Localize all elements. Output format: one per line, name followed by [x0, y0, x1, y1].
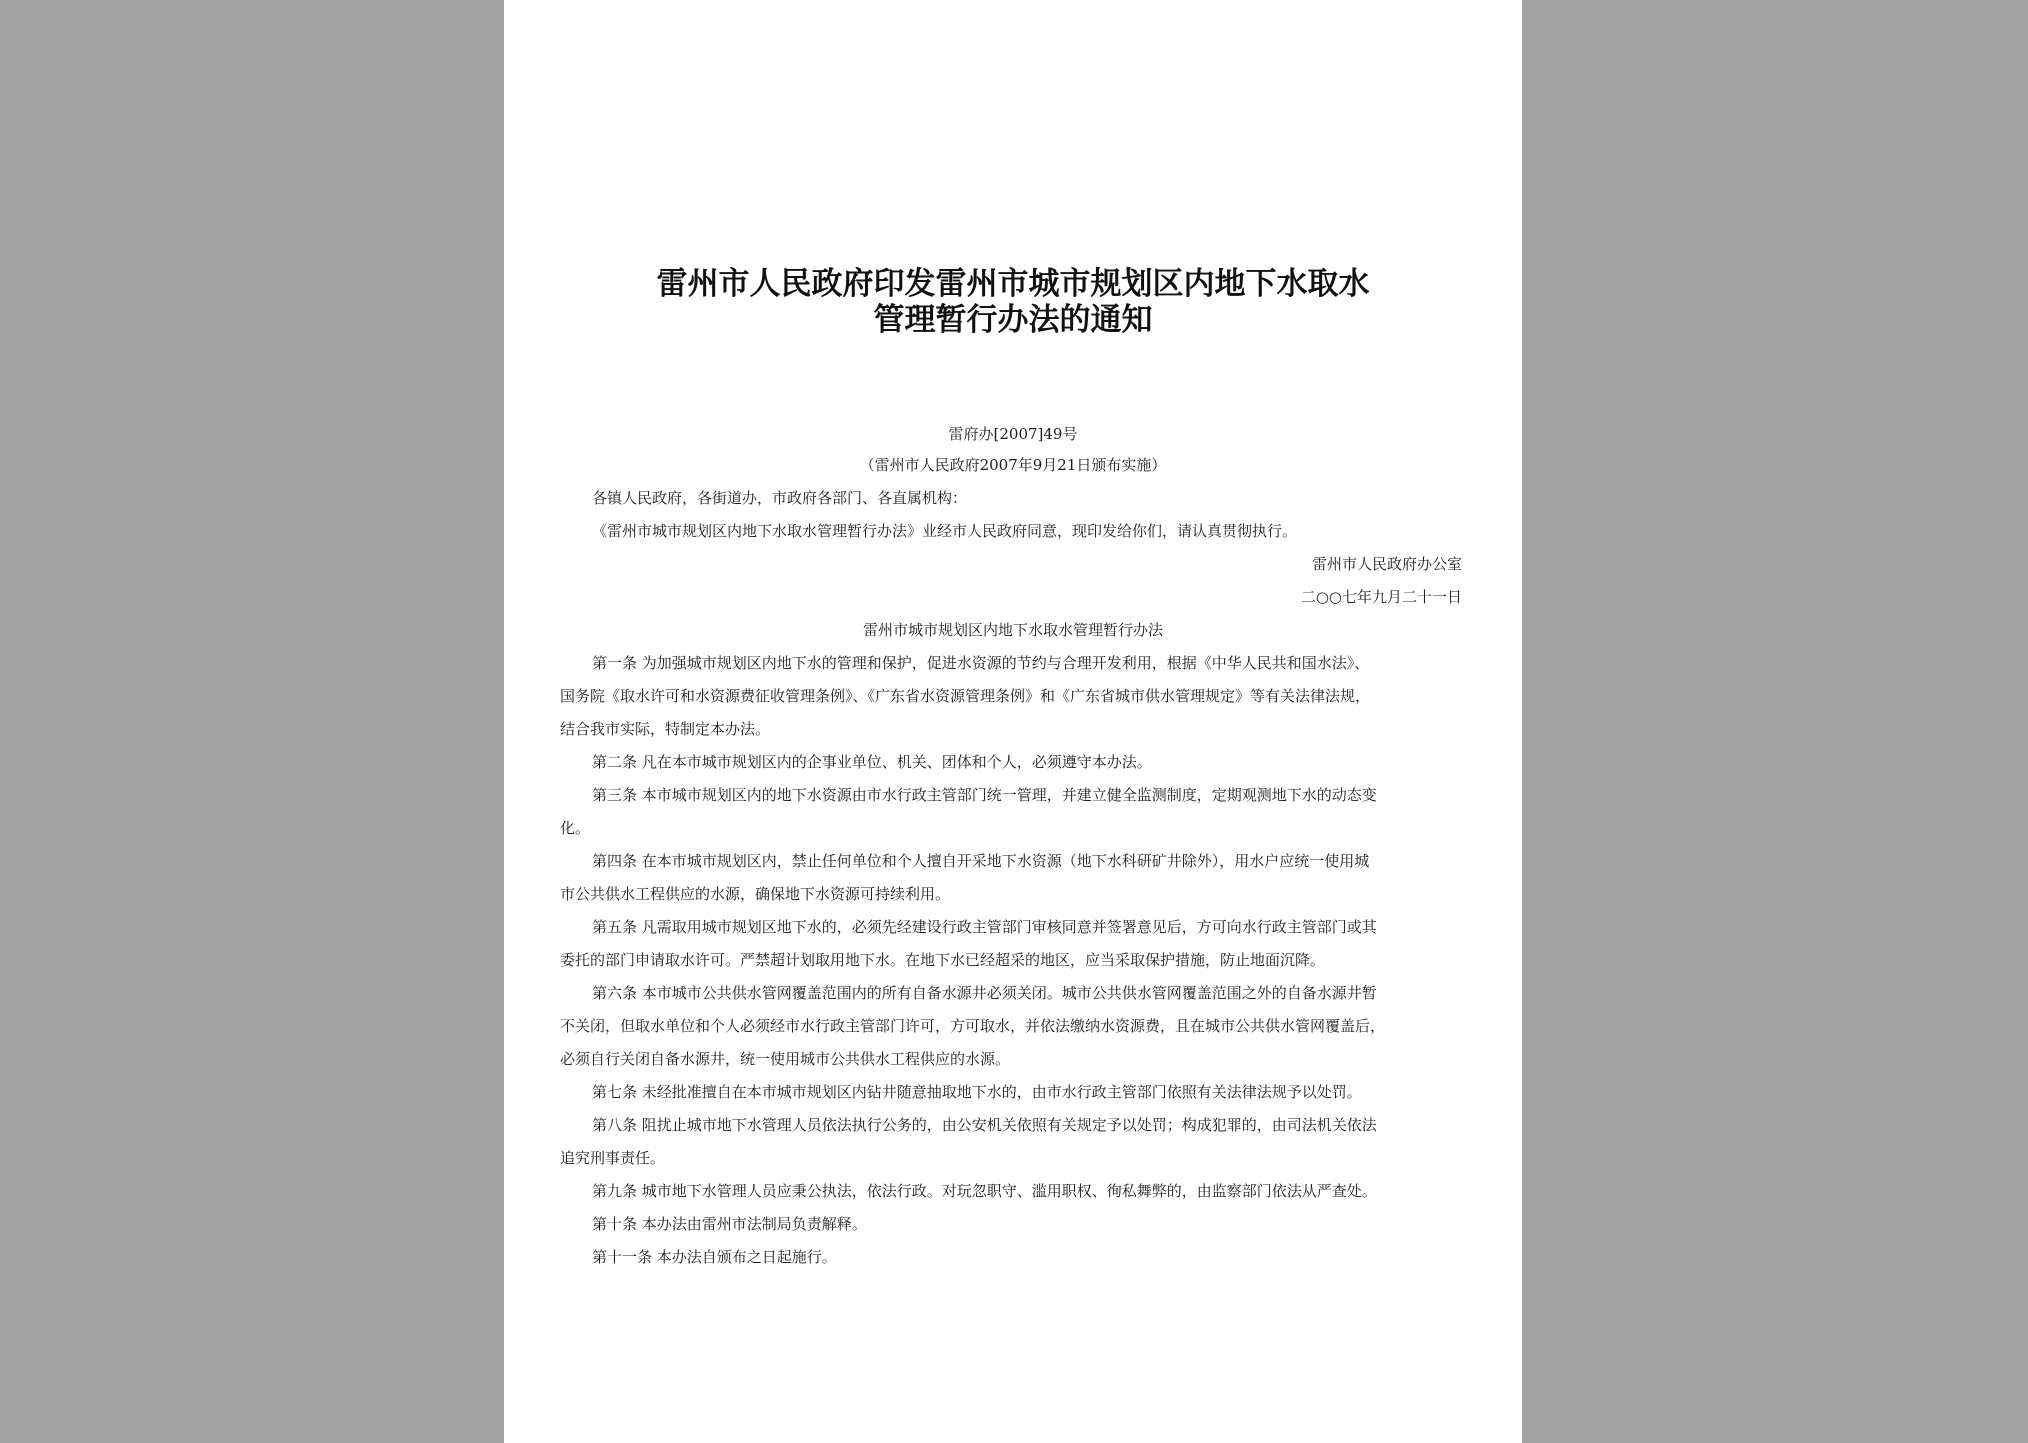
document-title-line-2: 管理暂行办法的通知	[873, 302, 1153, 338]
article-1-line-2: 国务院《取水许可和水资源费征收管理条例》、《广东省水资源管理条例》和《广东省城市供水管理规定》等有关法律法规，	[560, 687, 1371, 705]
article-3-line-1: 第三条 本市城市规划区内的地下水资源由市水行政主管部门统一管理，并建立健全监测制度，定期观测地下水的动态变	[592, 786, 1377, 804]
article-10: 第十条 本办法由雷州市法制局负责解释。	[592, 1215, 867, 1233]
article-5-line-2: 委托的部门申请取水许可。严禁超计划取用地下水。在地下水已经超采的地区，应当采取保护措施，防止地面沉降。	[560, 951, 1326, 969]
issue-note: （雷州市人民政府2007年9月21日颁布实施）	[859, 456, 1167, 474]
regulation-title: 雷州市城市规划区内地下水取水管理暂行办法	[862, 621, 1163, 639]
article-3-line-2: 化。	[560, 819, 591, 837]
article-4-line-2: 市公共供水工程供应的水源，确保地下水资源可持续利用。	[560, 885, 951, 903]
addressee: 各镇人民政府，各街道办，市政府各部门、各直属机构：	[592, 489, 968, 507]
article-1-line-1: 第一条 为加强城市规划区内地下水的管理和保护，促进水资源的节约与合理开发利用，根据《中华人民共和国水法》、	[592, 654, 1370, 672]
signature-org: 雷州市人民政府办公室	[1311, 555, 1462, 573]
article-11: 第十一条 本办法自颁布之日起施行。	[592, 1248, 837, 1266]
article-5-line-1: 第五条 凡需取用城市规划区地下水的，必须先经建设行政主管部门审核同意并签署意见后，方可向水行政主管部门或其	[592, 918, 1377, 936]
document-title-line-1: 雷州市人民政府印发雷州市城市规划区内地下水取水	[656, 266, 1370, 302]
signature-date: 二○○七年九月二十一日	[1300, 588, 1462, 606]
article-8-line-1: 第八条 阻扰止城市地下水管理人员依法执行公务的，由公安机关依照有关规定予以处罚；构成犯罪的，由司法机关依法	[592, 1116, 1377, 1134]
article-8-line-2: 追究刑事责任。	[560, 1149, 666, 1167]
article-9: 第九条 城市地下水管理人员应秉公执法，依法行政。对玩忽职守、滥用职权、徇私舞弊的，由监察部门依法从严查处。	[592, 1182, 1377, 1200]
article-2: 第二条 凡在本市城市规划区内的企事业单位、机关、团体和个人，必须遵守本办法。	[592, 753, 1152, 771]
article-1-line-3: 结合我市实际，特制定本办法。	[560, 720, 771, 738]
article-4-line-1: 第四条 在本市城市规划区内，禁止任何单位和个人擅自开采地下水资源（地下水科研矿井除外），用水户应统一使用城	[592, 852, 1370, 870]
document-number: 雷府办[2007]49号	[948, 425, 1078, 443]
article-6-line-1: 第六条 本市城市公共供水管网覆盖范围内的所有自备水源井必须关闭。城市公共供水管网覆盖范围之外的自备水源井暂	[592, 984, 1377, 1002]
notice-body: 《雷州市城市规划区内地下水取水管理暂行办法》业经市人民政府同意，现印发给你们，请认真贯彻执行。	[592, 522, 1298, 540]
article-6-line-2: 不关闭，但取水单位和个人必须经市水行政主管部门许可，方可取水，并依法缴纳水资源费，且在城市公共供水管网覆盖后，	[560, 1017, 1386, 1035]
article-6-line-3: 必须自行关闭自备水源井，统一使用城市公共供水工程供应的水源。	[560, 1050, 1011, 1068]
article-7: 第七条 未经批准擅自在本市城市规划区内钻井随意抽取地下水的，由市水行政主管部门依照有关法律法规予以处罚。	[592, 1083, 1362, 1101]
document-page	[504, 0, 1522, 1443]
